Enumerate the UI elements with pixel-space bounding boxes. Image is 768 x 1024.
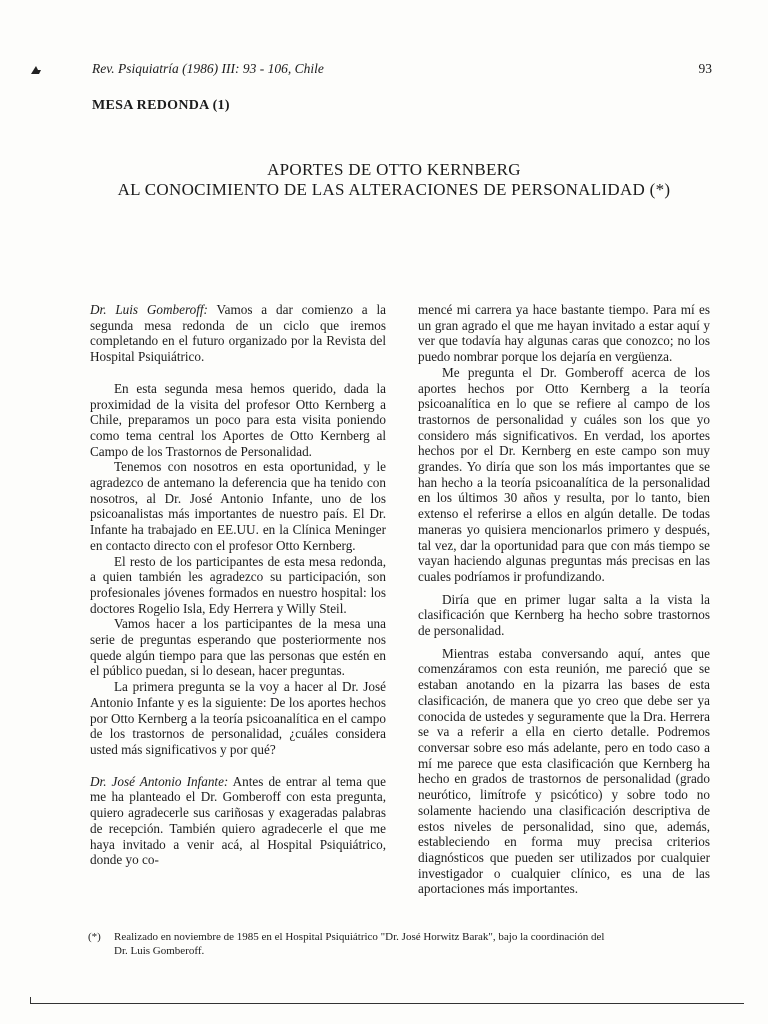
running-header — [92, 61, 712, 79]
title-line-2: AL CONOCIMIENTO DE LAS ALTERACIONES DE PERSONALIDAD (*) — [117, 180, 671, 199]
page-number: 93 — [698, 61, 712, 76]
paragraph — [90, 302, 386, 365]
paragraph: Vamos hacer a los participantes de la mesa una serie de preguntas esperando que posteriormente nos quede algún tiempo para que las personas que estén en el público puedan, si lo desean, hacer preguntas. — [90, 616, 386, 679]
right-column — [418, 302, 710, 897]
paragraph: mencé mi carrera ya hace bastante tiempo. Para mí es un gran agrado el que me hayan invitado a estar aquí y ver que todavía hay algunas caras que conozco; no los puedo nombrar porque los dejaría en vergüenza. — [418, 302, 710, 365]
paragraph: Mientras estaba conversando aquí, antes que comenzáramos con esta reunión, me pareció que se estaban anotando en la pizarra las bases de esta clasificación, de manera que yo creo que debe ser ya conocida de ustedes y seguramente que la Dra. Herrera se va a referir a ella en cierto detalle. Podremos conversar sobre eso más adelante, pero en todo caso a mí me parece que esta clasificación que Kernberg ha hecho en grados de trastornos de personalidad (grado neurótico, limítrofe y psicótico) y sobre todo no solamente haciendo una clasificación descriptiva de estos niveles de personalidad, sino que, además, estableciendo en forma muy precisa criterios diagnósticos que pueden ser utilizados por cualquier investigador o cualquier clínico, es una de las aportaciones más importantes. — [418, 645, 710, 897]
paragraph: La primera pregunta se la voy a hacer al Dr. José Antonio Infante y es la siguiente: De los aportes hechos por Otto Kernberg a la teoría psicoanalítica en el campo de los trastornos de personalidad, ¿cuáles considera usted más significativos y por qué? — [90, 679, 386, 757]
paragraph-text: Antes de entrar al tema que me ha planteado el Dr. Gomberoff con esta pregunta, quiero agradecerle sus cariñosas y exageradas palabras de recepción. También quiero agradecerle el que me haya invitado a venir acá, al Hospital Psiquiátrico, donde yo co- — [90, 773, 387, 868]
paragraph: Me pregunta el Dr. Gomberoff acerca de los aportes hechos por Otto Kernberg a la teoría psicoanalítica en lo que se refiere al campo de los trastornos de personalidad y cuáles son los que yo considero más significativos. En verdad, los aportes hechos por el Dr. Kernberg en este campo son muy grandes. Yo diría que son los más importantes que se han hecho a la teoría psicoanalítica de la personalidad en los últimos 30 años y resulta, por lo tanto, bien extenso el referirse a ellos en algún detalle. De todas maneras yo quisiera mencionarlos primero y después, tal vez, dar la oportunidad para que con más tiempo se vayan haciendo algunas preguntas más precisas en las cuales podríamos ir profundizando. — [418, 364, 710, 584]
paragraph: Tenemos con nosotros en esta oportunidad, y le agradezco de antemano la deferencia que ha tenido con nosotros, al Dr. José Antonio Infante, uno de los psicoanalistas más importantes de nuestro país. El Dr. Infante ha trabajado en EE.UU. en la Clínica Meninger en contacto directo con el profesor Otto Kernberg. — [90, 459, 386, 553]
article-title — [80, 160, 708, 200]
journal-citation: Rev. Psiquiatría (1986) III: 93 - 106, Chile — [92, 61, 324, 76]
footnote-mark: (*) — [88, 931, 101, 943]
footnote-line-2: Dr. Luis Gomberoff. — [114, 945, 205, 957]
journal-emblem-icon — [30, 64, 42, 76]
title-line-1: APORTES DE OTTO KERNBERG — [267, 160, 521, 179]
left-column — [90, 302, 386, 868]
paragraph: El resto de los participantes de esta mesa redonda, a quien también les agradezco su participación, son profesionales jóvenes formados en nuestro hospital: los doctores Rogelio Isla, Edy Herrera y Willy Steil. — [90, 553, 386, 616]
footnote — [88, 930, 712, 958]
paragraph — [90, 774, 386, 868]
paragraph: En esta segunda mesa hemos querido, dada la proximidad de la visita del profesor Otto Kernberg a Chile, preparamos un poco para esta visita poniendo como tema central los Aportes de Otto Kernberg al Campo de los Trastornos de Personalidad. — [90, 380, 386, 459]
speaker-name: Dr. Luis Gomberoff: — [90, 302, 208, 317]
paragraph-text: Vamos a dar comienzo a la segunda mesa redonda de un ciclo que iremos completando en el futuro organizado por la Revista del Hospital Psiquiátrico. — [90, 302, 386, 365]
speaker-name: Dr. José Antonio Infante: — [90, 773, 229, 789]
footnote-line-1: Realizado en noviembre de 1985 en el Hospital Psiquiátrico "Dr. José Horwitz Barak", bajo la coordinación del — [114, 931, 605, 943]
section-label: MESA REDONDA (1) — [92, 98, 230, 113]
paragraph: Diría que en primer lugar salta a la vista la clasificación que Kernberg ha hecho sobre trastornos de personalidad. — [418, 591, 710, 639]
bottom-rule — [30, 1003, 744, 1004]
